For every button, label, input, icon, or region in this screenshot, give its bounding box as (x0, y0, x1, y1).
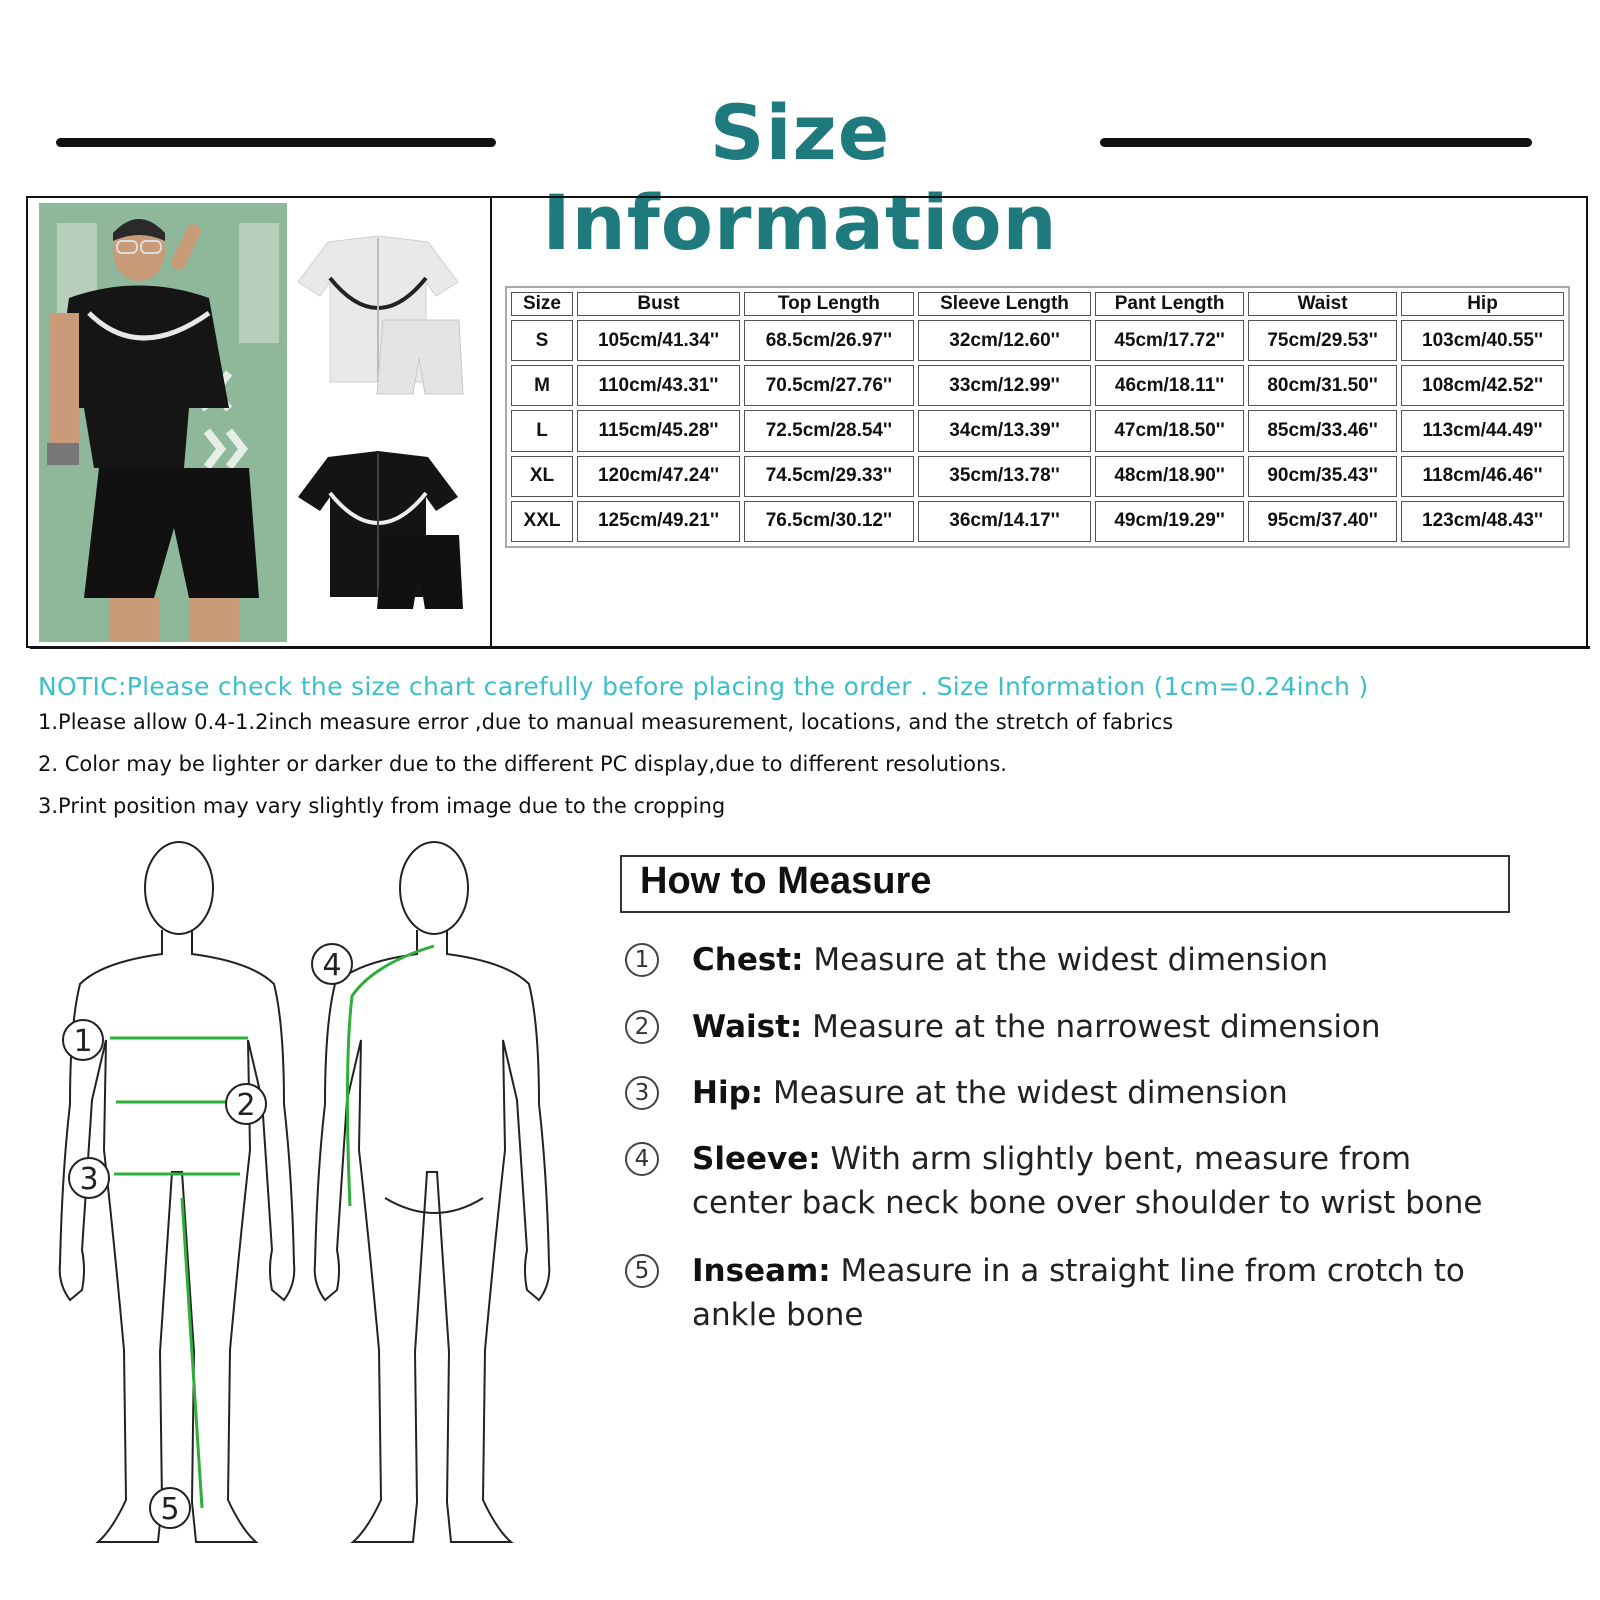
measure-desc-sleeve: With arm slightly bent, measure from (820, 1141, 1412, 1177)
measurement-cell: 90cm/35.43'' (1248, 456, 1397, 497)
header-pant-length: Pant Length (1095, 292, 1244, 316)
measurement-cell: 45cm/17.72'' (1095, 320, 1244, 361)
figure-label-4: 4 (322, 948, 342, 983)
measurement-cell: 36cm/14.17'' (918, 501, 1091, 542)
table-row (511, 410, 1564, 451)
header-size: Size (511, 292, 573, 316)
figure-label-1: 1 (73, 1024, 93, 1059)
measure-desc-inseam: Measure in a straight line from crotch to (830, 1253, 1465, 1289)
measure-num-2: 2 (625, 1010, 659, 1044)
size-cell: S (511, 320, 573, 361)
measurement-cell: 115cm/45.28'' (577, 410, 740, 451)
note-1: 1.Please allow 0.4-1.2inch measure error ,due to manual measurement, locations, and the stretch of fabrics (38, 710, 1174, 734)
table-row (511, 501, 1564, 542)
measurement-cell: 123cm/48.43'' (1401, 501, 1564, 542)
measurement-cell: 120cm/47.24'' (577, 456, 740, 497)
white-set-product-photo (288, 228, 468, 398)
table-row (511, 456, 1564, 497)
measure-num-4: 4 (625, 1142, 659, 1176)
title-rule-right (1100, 138, 1532, 147)
size-cell: L (511, 410, 573, 451)
header-hip: Hip (1401, 292, 1564, 316)
size-panel-divider (490, 196, 492, 648)
how-to-measure-title: How to Measure (640, 860, 932, 902)
title-rule-left (56, 138, 496, 147)
measure-label-chest: Chest: (692, 942, 804, 978)
body-measurement-figure (40, 838, 600, 1578)
measure-item-sleeve (692, 1137, 1482, 1225)
figure-label-5: 5 (160, 1492, 180, 1527)
measurement-cell: 48cm/18.90'' (1095, 456, 1244, 497)
header-sleeve-length: Sleeve Length (918, 292, 1091, 316)
measure-label-inseam: Inseam: (692, 1253, 831, 1289)
measurement-cell: 75cm/29.53'' (1248, 320, 1397, 361)
measurement-cell: 108cm/42.52'' (1401, 365, 1564, 406)
measure-item-chest (692, 938, 1328, 982)
measure-desc-inseam-2: ankle bone (692, 1297, 864, 1333)
measure-label-hip: Hip: (692, 1075, 764, 1111)
note-3: 3.Print position may vary slightly from image due to the cropping (38, 794, 726, 818)
table-header-row (511, 292, 1564, 316)
header-bust: Bust (577, 292, 740, 316)
measurement-cell: 95cm/37.40'' (1248, 501, 1397, 542)
size-cell: XXL (511, 501, 573, 542)
measure-desc-sleeve-2: center back neck bone over shoulder to wrist bone (692, 1185, 1483, 1221)
measure-desc-waist: Measure at the narrowest dimension (802, 1009, 1381, 1045)
measurement-cell: 105cm/41.34'' (577, 320, 740, 361)
measure-desc-hip: Measure at the widest dimension (763, 1075, 1288, 1111)
note-2: 2. Color may be lighter or darker due to the different PC display,due to different resolutions. (38, 752, 1007, 776)
measure-desc-chest: Measure at the widest dimension (803, 942, 1329, 978)
page-title: Size Information (542, 88, 1058, 267)
model-photo (39, 203, 287, 642)
measurement-cell: 80cm/31.50'' (1248, 365, 1397, 406)
size-panel-bottom-rule (30, 646, 1590, 649)
measure-label-sleeve: Sleeve: (692, 1141, 821, 1177)
measure-item-waist (692, 1005, 1381, 1049)
measurement-cell: 49cm/19.29'' (1095, 501, 1244, 542)
title-bar (0, 88, 1600, 267)
figure-label-2: 2 (236, 1088, 256, 1123)
measurement-cell: 47cm/18.50'' (1095, 410, 1244, 451)
measurement-cell: 118cm/46.46'' (1401, 456, 1564, 497)
measurement-cell: 33cm/12.99'' (918, 365, 1091, 406)
measurement-cell: 72.5cm/28.54'' (744, 410, 914, 451)
header-top-length: Top Length (744, 292, 914, 316)
measure-label-waist: Waist: (692, 1009, 803, 1045)
measurement-cell: 76.5cm/30.12'' (744, 501, 914, 542)
measurement-cell: 74.5cm/29.33'' (744, 456, 914, 497)
measurement-cell: 125cm/49.21'' (577, 501, 740, 542)
table-row (511, 320, 1564, 361)
size-chart-table (505, 286, 1570, 548)
measurement-cell: 46cm/18.11'' (1095, 365, 1244, 406)
measure-num-5: 5 (625, 1254, 659, 1288)
measurement-cell: 70.5cm/27.76'' (744, 365, 914, 406)
black-set-product-photo (288, 443, 468, 613)
size-cell: M (511, 365, 573, 406)
measurement-cell: 113cm/44.49'' (1401, 410, 1564, 451)
measurement-cell: 68.5cm/26.97'' (744, 320, 914, 361)
size-cell: XL (511, 456, 573, 497)
measurement-cell: 103cm/40.55'' (1401, 320, 1564, 361)
header-waist: Waist (1248, 292, 1397, 316)
measure-num-1: 1 (625, 943, 659, 977)
measure-item-hip (692, 1071, 1288, 1115)
table-body (511, 320, 1564, 542)
measurement-cell: 35cm/13.78'' (918, 456, 1091, 497)
measure-item-inseam (692, 1249, 1465, 1337)
figure-label-3: 3 (79, 1162, 99, 1197)
measurement-cell: 34cm/13.39'' (918, 410, 1091, 451)
measurement-cell: 110cm/43.31'' (577, 365, 740, 406)
measurement-cell: 32cm/12.60'' (918, 320, 1091, 361)
measurement-cell: 85cm/33.46'' (1248, 410, 1397, 451)
measure-num-3: 3 (625, 1076, 659, 1110)
notice-text: NOTIC:Please check the size chart carefully before placing the order . Size Information (1cm=0.24inch ) (38, 672, 1369, 701)
table-row (511, 365, 1564, 406)
